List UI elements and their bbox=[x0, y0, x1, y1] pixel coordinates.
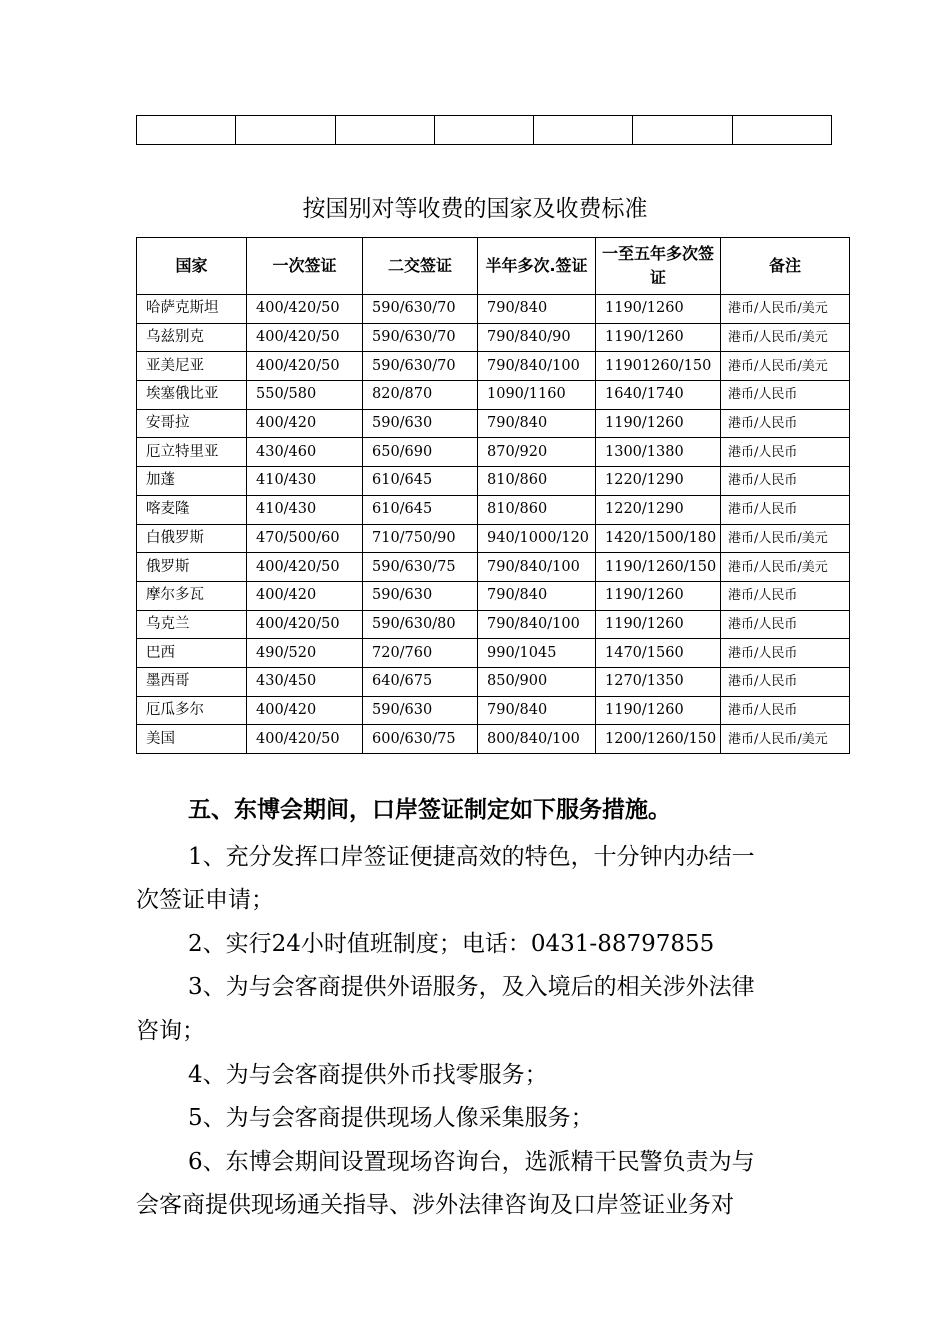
cell-double-visa: 590/630 bbox=[363, 409, 478, 438]
cell-country: 喀麦隆 bbox=[137, 495, 247, 524]
cell-one-to-five-year-visa: 1190/1260/150 bbox=[596, 553, 721, 582]
cell-double-visa: 590/630/70 bbox=[363, 352, 478, 381]
cell-single-visa: 470/500/60 bbox=[247, 524, 363, 553]
table-row bbox=[137, 295, 850, 324]
cell-double-visa: 820/870 bbox=[363, 381, 478, 410]
cell-half-year-visa: 790/840/100 bbox=[478, 352, 596, 381]
cell-double-visa: 640/675 bbox=[363, 667, 478, 696]
cell-double-visa: 650/690 bbox=[363, 438, 478, 467]
cell-country: 埃塞俄比亚 bbox=[137, 381, 247, 410]
cell-one-to-five-year-visa: 1190/1260 bbox=[596, 323, 721, 352]
cell-single-visa: 400/420 bbox=[247, 409, 363, 438]
previous-table-remnant bbox=[136, 115, 832, 145]
paragraph-line: 次签证申请； bbox=[136, 887, 274, 913]
cell-one-to-five-year-visa: 1420/1500/180 bbox=[596, 524, 721, 553]
cell-one-to-five-year-visa: 1470/1560 bbox=[596, 639, 721, 668]
table-row bbox=[137, 725, 850, 754]
empty-cell bbox=[434, 116, 533, 145]
cell-country: 俄罗斯 bbox=[137, 553, 247, 582]
cell-one-to-five-year-visa: 11901260/150 bbox=[596, 352, 721, 381]
cell-country: 厄瓜多尔 bbox=[137, 696, 247, 725]
cell-country: 巴西 bbox=[137, 639, 247, 668]
table-row bbox=[137, 524, 850, 553]
cell-one-to-five-year-visa: 1220/1290 bbox=[596, 467, 721, 496]
cell-double-visa: 590/630 bbox=[363, 581, 478, 610]
table-row bbox=[137, 553, 850, 582]
cell-country: 墨西哥 bbox=[137, 667, 247, 696]
paragraph-line: 5、为与会客商提供现场人像采集服务； bbox=[188, 1105, 594, 1131]
empty-cell bbox=[236, 116, 335, 145]
cell-country: 乌兹别克 bbox=[137, 323, 247, 352]
cell-note: 港币/人民币 bbox=[721, 467, 850, 496]
cell-half-year-visa: 810/860 bbox=[478, 495, 596, 524]
cell-single-visa: 400/420 bbox=[247, 581, 363, 610]
cell-single-visa: 400/420/50 bbox=[247, 323, 363, 352]
cell-half-year-visa: 790/840 bbox=[478, 409, 596, 438]
table-header-row bbox=[137, 238, 850, 295]
cell-one-to-five-year-visa: 1640/1740 bbox=[596, 381, 721, 410]
table-row bbox=[137, 667, 850, 696]
cell-country: 亚美尼亚 bbox=[137, 352, 247, 381]
paragraph-line: 4、为与会客商提供外币找零服务； bbox=[188, 1062, 548, 1088]
cell-single-visa: 400/420 bbox=[247, 696, 363, 725]
cell-note: 港币/人民币/美元 bbox=[721, 725, 850, 754]
header-one-to-five-year-visa: 一至五年多次签证 bbox=[596, 238, 721, 295]
table-row bbox=[137, 381, 850, 410]
header-country: 国家 bbox=[137, 238, 247, 295]
table-row bbox=[137, 352, 850, 381]
cell-half-year-visa: 790/840/100 bbox=[478, 553, 596, 582]
cell-single-visa: 490/520 bbox=[247, 639, 363, 668]
visa-fee-table bbox=[136, 237, 850, 754]
cell-note: 港币/人民币/美元 bbox=[721, 323, 850, 352]
cell-note: 港币/人民币/美元 bbox=[721, 295, 850, 324]
cell-half-year-visa: 850/900 bbox=[478, 667, 596, 696]
cell-half-year-visa: 790/840/90 bbox=[478, 323, 596, 352]
cell-double-visa: 590/630/75 bbox=[363, 553, 478, 582]
cell-double-visa: 710/750/90 bbox=[363, 524, 478, 553]
cell-half-year-visa: 870/920 bbox=[478, 438, 596, 467]
cell-half-year-visa: 790/840 bbox=[478, 295, 596, 324]
cell-half-year-visa: 940/1000/120 bbox=[478, 524, 596, 553]
table-row bbox=[137, 495, 850, 524]
cell-country: 乌克兰 bbox=[137, 610, 247, 639]
cell-double-visa: 720/760 bbox=[363, 639, 478, 668]
cell-single-visa: 400/420/50 bbox=[247, 295, 363, 324]
table-row bbox=[137, 581, 850, 610]
paragraph-line: 6、东博会期间设置现场咨询台，选派精干民警负责为与 bbox=[188, 1149, 755, 1175]
cell-note: 港币/人民币 bbox=[721, 495, 850, 524]
table-row bbox=[137, 610, 850, 639]
table-row bbox=[137, 323, 850, 352]
cell-half-year-visa: 790/840 bbox=[478, 581, 596, 610]
cell-single-visa: 400/420/50 bbox=[247, 553, 363, 582]
cell-double-visa: 600/630/75 bbox=[363, 725, 478, 754]
cell-country: 哈萨克斯坦 bbox=[137, 295, 247, 324]
paragraph-line: 2、实行24小时值班制度；电话：0431-88797855 bbox=[188, 931, 715, 957]
cell-single-visa: 400/420/50 bbox=[247, 725, 363, 754]
cell-note: 港币/人民币/美元 bbox=[721, 352, 850, 381]
cell-one-to-five-year-visa: 1190/1260 bbox=[596, 581, 721, 610]
cell-one-to-five-year-visa: 1220/1290 bbox=[596, 495, 721, 524]
cell-note: 港币/人民币 bbox=[721, 409, 850, 438]
cell-note: 港币/人民币 bbox=[721, 381, 850, 410]
header-double-visa: 二交签证 bbox=[363, 238, 478, 295]
cell-double-visa: 590/630 bbox=[363, 696, 478, 725]
cell-half-year-visa: 1090/1160 bbox=[478, 381, 596, 410]
cell-single-visa: 400/420/50 bbox=[247, 610, 363, 639]
table-row bbox=[137, 438, 850, 467]
cell-note: 港币/人民币/美元 bbox=[721, 553, 850, 582]
cell-one-to-five-year-visa: 1300/1380 bbox=[596, 438, 721, 467]
cell-country: 摩尔多瓦 bbox=[137, 581, 247, 610]
header-half-year-visa: 半年多次.签证 bbox=[478, 238, 596, 295]
table-row bbox=[137, 467, 850, 496]
empty-cell bbox=[137, 116, 236, 145]
cell-country: 厄立特里亚 bbox=[137, 438, 247, 467]
cell-note: 港币/人民币 bbox=[721, 667, 850, 696]
cell-note: 港币/人民币 bbox=[721, 581, 850, 610]
paragraph-line: 3、为与会客商提供外语服务，及入境后的相关涉外法律 bbox=[188, 974, 755, 1000]
cell-single-visa: 410/430 bbox=[247, 495, 363, 524]
header-note: 备注 bbox=[721, 238, 850, 295]
table-row bbox=[137, 696, 850, 725]
header-single-visa: 一次签证 bbox=[247, 238, 363, 295]
cell-one-to-five-year-visa: 1190/1260 bbox=[596, 610, 721, 639]
cell-half-year-visa: 790/840 bbox=[478, 696, 596, 725]
cell-half-year-visa: 810/860 bbox=[478, 467, 596, 496]
cell-country: 美国 bbox=[137, 725, 247, 754]
cell-single-visa: 400/420/50 bbox=[247, 352, 363, 381]
cell-double-visa: 590/630/80 bbox=[363, 610, 478, 639]
table-title: 按国别对等收费的国家及收费标准 bbox=[302, 196, 648, 222]
cell-note: 港币/人民币 bbox=[721, 696, 850, 725]
cell-single-visa: 430/460 bbox=[247, 438, 363, 467]
cell-one-to-five-year-visa: 1190/1260 bbox=[596, 295, 721, 324]
cell-double-visa: 610/645 bbox=[363, 495, 478, 524]
empty-cell bbox=[732, 116, 831, 145]
cell-country: 加蓬 bbox=[137, 467, 247, 496]
cell-one-to-five-year-visa: 1200/1260/150 bbox=[596, 725, 721, 754]
cell-double-visa: 610/645 bbox=[363, 467, 478, 496]
cell-half-year-visa: 790/840/100 bbox=[478, 610, 596, 639]
table-row bbox=[137, 409, 850, 438]
cell-single-visa: 410/430 bbox=[247, 467, 363, 496]
paragraph-line: 会客商提供现场通关指导、涉外法律咨询及口岸签证业务对 bbox=[136, 1192, 734, 1218]
empty-cell bbox=[534, 116, 633, 145]
cell-one-to-five-year-visa: 1190/1260 bbox=[596, 696, 721, 725]
cell-note: 港币/人民币/美元 bbox=[721, 524, 850, 553]
cell-single-visa: 550/580 bbox=[247, 381, 363, 410]
paragraph-line: 咨询； bbox=[136, 1018, 205, 1044]
cell-country: 白俄罗斯 bbox=[137, 524, 247, 553]
cell-one-to-five-year-visa: 1190/1260 bbox=[596, 409, 721, 438]
cell-half-year-visa: 800/840/100 bbox=[478, 725, 596, 754]
cell-single-visa: 430/450 bbox=[247, 667, 363, 696]
cell-half-year-visa: 990/1045 bbox=[478, 639, 596, 668]
cell-double-visa: 590/630/70 bbox=[363, 323, 478, 352]
cell-note: 港币/人民币 bbox=[721, 610, 850, 639]
paragraph-line: 1、充分发挥口岸签证便捷高效的特色，十分钟内办结一 bbox=[188, 844, 755, 870]
cell-note: 港币/人民币 bbox=[721, 639, 850, 668]
section-heading: 五、东博会期间，口岸签证制定如下服务措施。 bbox=[188, 797, 671, 823]
cell-note: 港币/人民币 bbox=[721, 438, 850, 467]
table-body bbox=[137, 295, 850, 754]
table-row bbox=[137, 639, 850, 668]
cell-double-visa: 590/630/70 bbox=[363, 295, 478, 324]
cell-country: 安哥拉 bbox=[137, 409, 247, 438]
empty-cell bbox=[633, 116, 732, 145]
empty-cell bbox=[335, 116, 434, 145]
cell-one-to-five-year-visa: 1270/1350 bbox=[596, 667, 721, 696]
